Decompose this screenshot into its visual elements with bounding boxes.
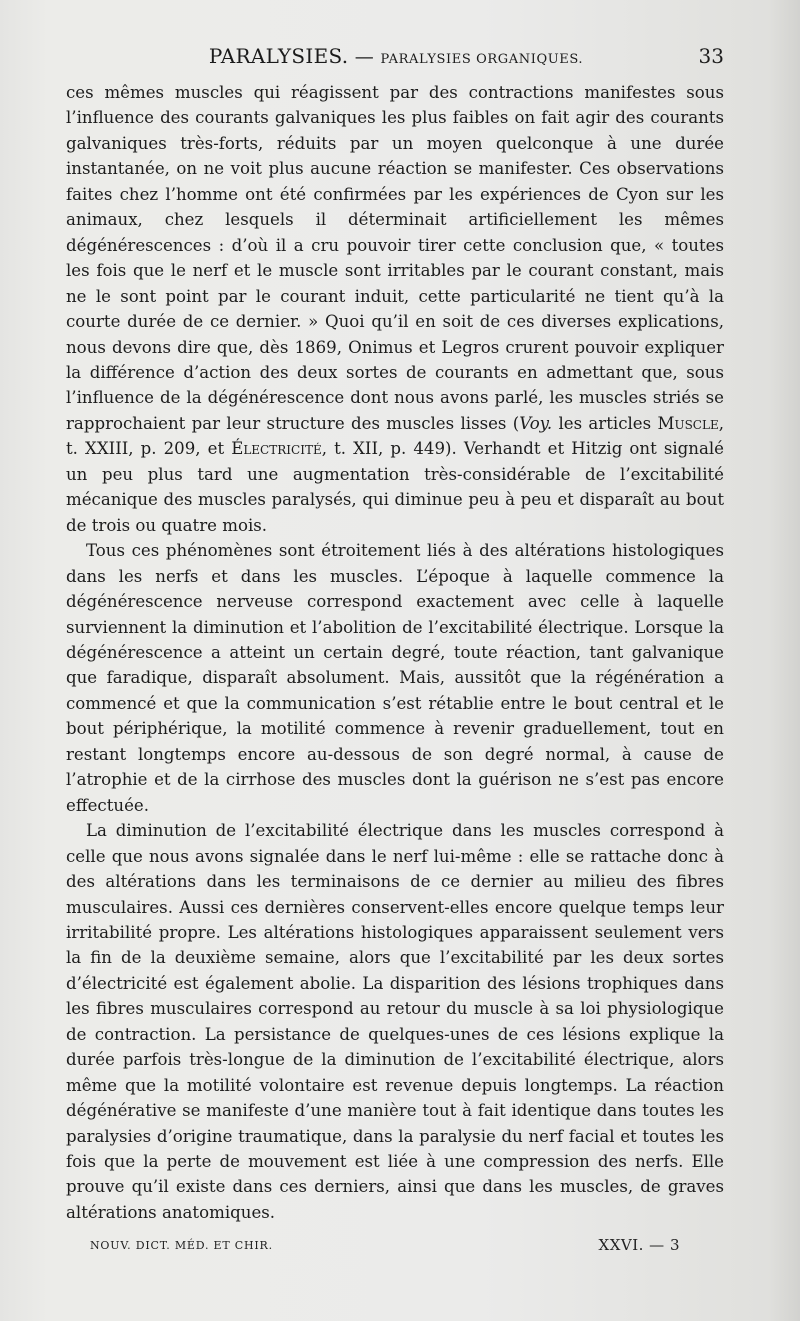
small-caps-text: Muscle (657, 413, 719, 433)
text-run: , t. XXIII, p. 209, et (66, 413, 724, 459)
running-title-sub: PARALYSIES ORGANIQUES. (380, 52, 584, 67)
italic-text: Voy. (519, 413, 553, 433)
text-run: La diminution de l’excitabilité électrique dans les muscles correspond à celle que nous avons signalée dans le nerf lui-même : elle se rattache donc à des altérations dans les terminaisons de ce dernier au milieu des fibres musculaires. Aussi ces dernières conservent-elles encore quelque temps leur irritabilité propre. Les altérations histologiques apparaissent seulement vers la fin de la deuxième semaine, alors que l’excitabilité par les deux sortes d’électricité est également abolie. La disparition des lésions trophiques dans les fibres musculaires correspond au retour du muscle à sa loi physiologique de contraction. La persistance de quelques-unes de ces lésions explique la durée parfois très-longue de la diminution de l’excitabilité électrique, alors même que la motilité volontaire est revenue depuis longtemps. La réaction dégénérative se manifeste d’une manière tout à fait identique dans toutes les paralysies d’origine traumatique, dans la paralysie du nerf facial et toutes les fois que la perte de mouvement est liée à une compression des nerfs. Elle prouve qu’il existe dans ces derniers, ainsi que dans les muscles, de graves altérations anatomiques. (66, 821, 724, 1222)
running-title-separator: — (348, 46, 381, 68)
footer-publication: NOUV. DICT. MÉD. ET CHIR. (90, 1239, 273, 1252)
paragraph (66, 538, 724, 818)
text-run: Tous ces phénomènes sont étroitement liés à des altérations histologiques dans les nerfs et dans les muscles. L’époque à laquelle commence la dégénérescence nerveuse correspond exactement avec celle à laquelle surviennent la diminution et l’abolition de l’excitabilité électrique. Lorsque la dégénérescence a atteint un certain degré, toute réaction, tant galvanique que faradique, disparaît absolument. Mais, aussitôt que la régénération a commencé et que la communication s’est rétablie entre le bout central et le bout périphérique, la motilité commence à revenir graduellement, tout en restant longtemps encore au-dessous de son degré normal, à cause de l’atrophie et de la cirrhose des muscles dont la guérison ne s’est pas encore effectuée. (66, 541, 724, 815)
footer-signature: XXVI. — 3 (598, 1236, 680, 1254)
running-header (66, 44, 726, 76)
running-title-main: PARALYSIES. (208, 44, 349, 68)
paragraph (66, 818, 724, 1225)
text-run: ces mêmes muscles qui réagissent par des contractions manifestes sous l’influence des courants galvaniques les plus faibles on fait agir des courants galvaniques très-forts, réduits par un moyen quelconque à une durée instantanée, on ne voit plus aucune réaction se manifester. Ces observations faites chez l’homme ont été confirmées par les expériences de Cyon sur les animaux, chez lesquels il déterminait artificiellement les mêmes dégénérescences : d’où il a cru pouvoir tirer cette conclusion que, « toutes les fois que le nerf et le muscle sont irritables par le courant constant, mais ne le sont point par le courant induit, cette particularité ne tient qu’à la courte durée de ce dernier. » Quoi qu’il en soit de ces diverses explications, nous devons dire que, dès 1869, Onimus et Legros crurent pouvoir expliquer la différence d’action des deux sortes de courants en admettant que, sous l’influence de la dégénérescence dont nous avons parlé, les muscles striés se rapprochaient par leur structure des muscles lisses ( (66, 83, 724, 433)
text-run: les articles (552, 413, 658, 433)
body-text (66, 80, 724, 1225)
paragraph (66, 80, 724, 538)
small-caps-text: Électricité (231, 439, 322, 459)
page-number: 33 (698, 44, 724, 68)
text-run: , t. XII, p. 449). Verhandt et Hitzig ont signalé un peu plus tard une augmentation très-considérable de l’excitabilité mécanique des muscles paralysés, qui diminue peu à peu et disparaît au bout de trois ou quatre mois. (66, 439, 724, 535)
running-title (66, 44, 726, 68)
page-footer (90, 1236, 680, 1260)
